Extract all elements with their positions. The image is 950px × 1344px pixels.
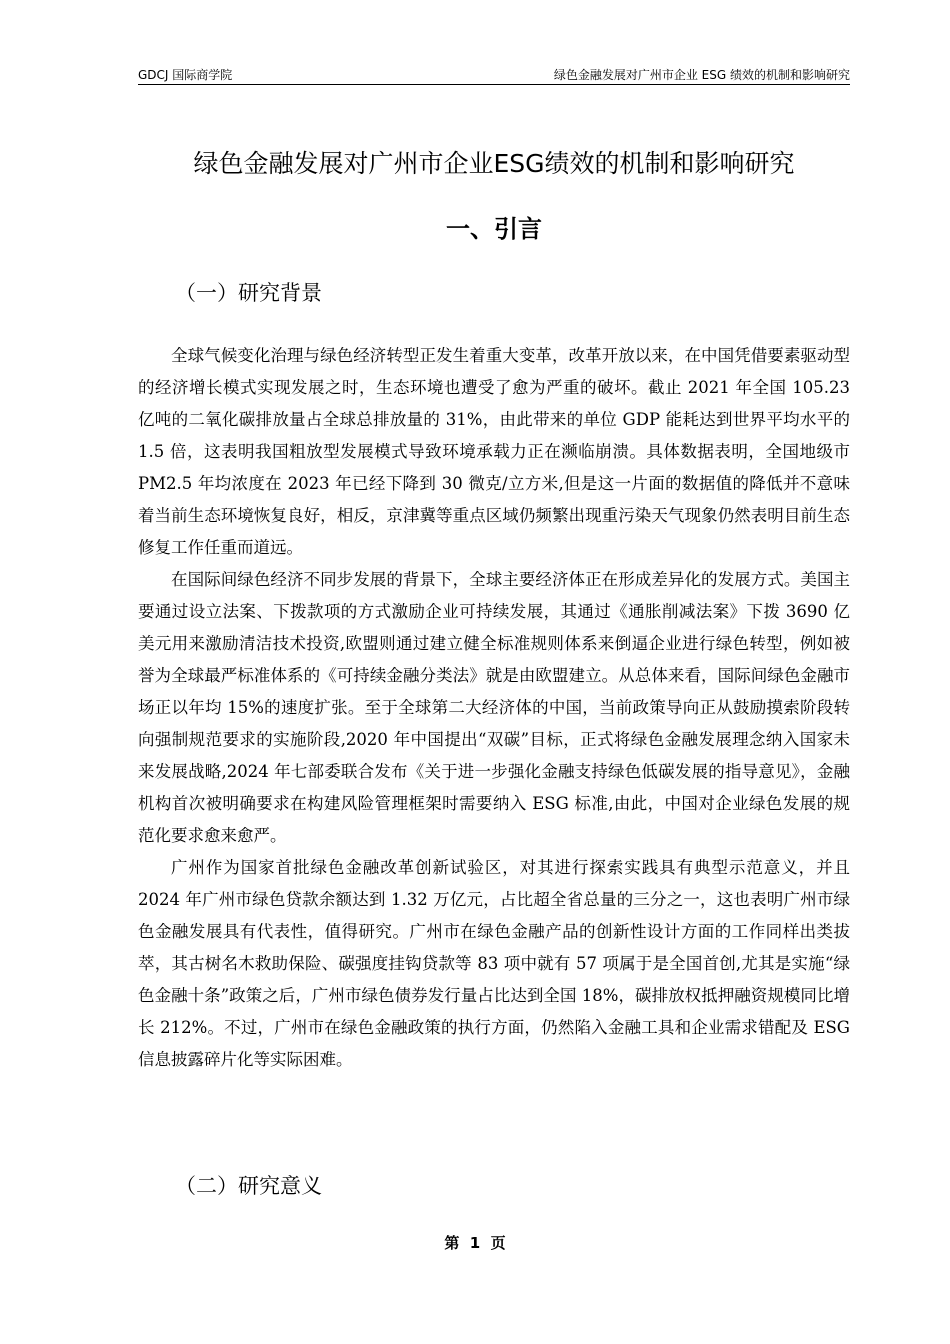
paragraph: 全球气候变化治理与绿色经济转型正发生着重大变革，改革开放以来，在中国凭借要素驱动型的经济增长模式实现发展之时，生态环境也遭受了愈为严重的破坏。截止 2021 年全国 105.23 亿吨的二氧化碳排放量占全球总排放量的 31%，由此带来的单位 GDP 能耗达到世界平均水平的 1.5 倍，这表明我国粗放型发展模式导致环境承载力正在濒临崩溃。具体数据表明，全国地级市 PM2.5 年均浓度在 2023 年已经下降到 30 微克/立方米,但是这一片面的数据值的降低并不意味着当前生态环境恢复良好，相反，京津冀等重点区域仍频繁出现重污染天气现象仍然表明目前生态修复工作任重而道远。: [138, 346, 850, 557]
page-number: 第 1 页: [444, 1234, 506, 1252]
paragraph: 广州作为国家首批绿色金融改革创新试验区，对其进行探索实践具有典型示范意义，并且 2024 年广州市绿色贷款余额达到 1.32 万亿元，占比超全省总量的三分之一，这也表明广州市绿色金融发展具有代表性，值得研究。广州市在绿色金融产品的创新性设计方面的工作同样出类拔萃，其古树名木救助保险、碳强度挂钩贷款等 83 项中就有 57 项属于是全国首创,尤其是实施“绿色金融十条”政策之后，广州市绿色债券发行量占比达到全国 18%，碳排放权抵押融资规模同比增长 212%。不过，广州市在绿色金融政策的执行方面，仍然陷入金融工具和企业需求错配及 ESG 信息披露碎片化等实际困难。: [138, 858, 850, 1069]
body-text: [138, 340, 850, 1076]
page-header: [138, 68, 850, 85]
subsection-heading-significance: （二）研究意义: [175, 1174, 322, 1198]
document-title: 绿色金融发展对广州市企业ESG绩效的机制和影响研究: [193, 149, 795, 178]
paragraph: 在国际间绿色经济不同步发展的背景下，全球主要经济体正在形成差异化的发展方式。美国主要通过设立法案、下拨款项的方式激励企业可持续发展，其通过《通胀削减法案》下拨 3690 亿美元用来激励清洁技术投资,欧盟则通过建立健全标准规则体系来倒逼企业进行绿色转型，例如被誉为全球最严标准体系的《可持续金融分类法》就是由欧盟建立。从总体来看，国际间绿色金融市场正以年均 15%的速度扩张。至于全球第二大经济体的中国，当前政策导向正从鼓励摸索阶段转向强制规范要求的实施阶段,2020 年中国提出“双碳”目标，正式将绿色金融发展理念纳入国家未来发展战略,2024 年七部委联合发布《关于进一步强化金融支持绿色低碳发展的指导意见》，金融机构首次被明确要求在构建风险管理框架时需要纳入 ESG 标准,由此，中国对企业绿色发展的规范化要求愈来愈严。: [138, 570, 850, 845]
section-heading: 一、引言: [446, 215, 542, 243]
header-document-title: 绿色金融发展对广州市企业 ESG 绩效的机制和影响研究: [553, 68, 850, 82]
subsection-heading-background: （一）研究背景: [175, 281, 322, 305]
header-institution: GDCJ 国际商学院: [138, 68, 233, 82]
